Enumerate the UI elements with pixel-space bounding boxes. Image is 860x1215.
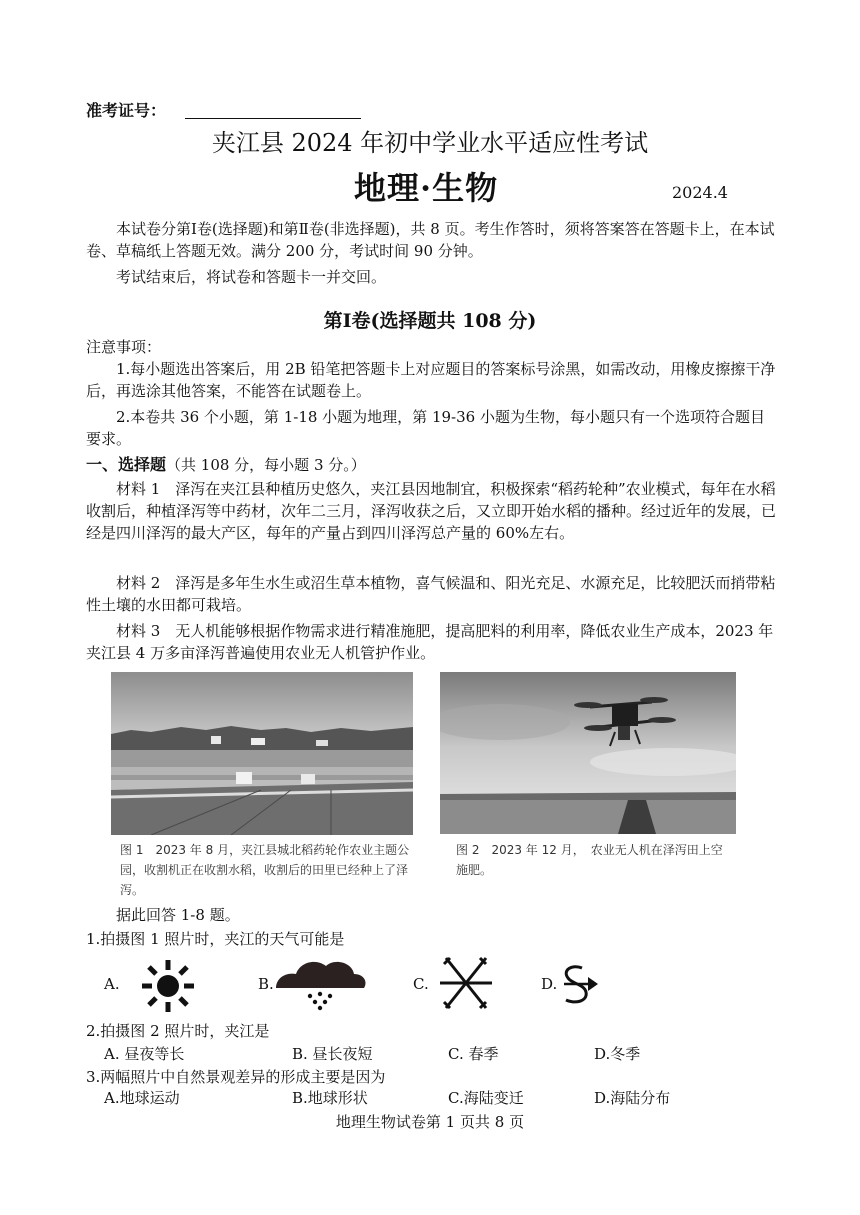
section-title: 第Ⅰ卷(选择题共 108 分) xyxy=(323,310,537,332)
wind-direction-icon xyxy=(558,962,602,1006)
intro-paragraph: 本试卷分第Ⅰ卷(选择题)和第Ⅱ卷(非选择题)，共 8 页。考生作答时，须将答案答在答题卡上，在本试卷、草稿纸上答题无效。满分 200 分，考试时间 90 分钟。 xyxy=(86,220,775,260)
material-2: 材料 2 泽泻是多年生水生或沼生草本植物，喜气候温和、阳光充足、水源充足，比较肥沃而捎带粘性土壤的水田都可栽培。 xyxy=(86,574,776,614)
figure-1-photo xyxy=(111,672,413,835)
material-1: 材料 1 泽泻在夹江县种植历史悠久，夹江县因地制宜，积极探索“稻药轮种”农业模式，每年在水稻收割后，种植泽泻等中药材，次年二三月，泽泻收获之后，又立即开始水稻的播种。经过近年的发展，已经是四川泽泻的最大产区，每年的产量占到四川泽泻总产量的 60%左右。 xyxy=(86,480,777,542)
question-3-option-a[interactable]: A.地球运动 xyxy=(104,1089,180,1107)
figure-2-caption: 图 2 2023 年 12 月， 农业无人机在泽泻田上空施肥。 xyxy=(456,843,723,877)
exam-title: 夹江县 2024 年初中学业水平适应性考试 xyxy=(211,129,649,157)
question-2-option-a[interactable]: A. 昼夜等长 xyxy=(104,1045,185,1063)
question-lead: 据此回答 1-8 题。 xyxy=(116,906,240,924)
figure-2-photo xyxy=(440,672,736,834)
subject-title: 地理·生物 xyxy=(354,169,499,207)
question-3-stem: 3.两幅照片中自然景观差异的形成主要是因为 xyxy=(86,1068,386,1086)
exam-id-label: 准考证号： xyxy=(86,101,167,120)
question-1-option-a[interactable]: A. xyxy=(104,975,120,993)
note-2: 2.本卷共 36 个小题，第 1-18 小题为地理，第 19-36 小题为生物，每小题只有一个选项符合题目要求。 xyxy=(86,408,765,448)
note-1: 1.每小题选出答案后，用 2B 铅笔把答题卡上对应题目的答案标号涂黑，如需改动，用橡皮擦擦干净后，再选涂其他答案，不能答在试题卷上。 xyxy=(86,360,776,400)
figure-2-drone-image xyxy=(440,672,736,834)
exam-id-underline xyxy=(185,118,361,119)
question-1-stem: 1.拍摄图 1 照片时，夹江的天气可能是 xyxy=(86,930,345,948)
part-title: 一、选择题 xyxy=(86,455,167,474)
snow-cloud-icon xyxy=(272,952,368,1012)
page-footer: 地理生物试卷第 1 页共 8 页 xyxy=(335,1113,525,1131)
material-3: 材料 3 无人机能够根据作物需求进行精准施肥，提高肥料的利用率，降低农业生产成本，2023 年夹江县 4 万多亩泽泻普遍使用农业无人机管护作业。 xyxy=(86,622,774,662)
figure-1-caption: 图 1 2023 年 8 月，夹江县城北稻药轮作农业主题公园，收割机正在收割水稻，收割后的田里已经种上了泽泻。 xyxy=(120,843,410,897)
question-3-option-c[interactable]: C.海陆变迁 xyxy=(448,1089,524,1107)
question-1-option-c[interactable]: C. xyxy=(413,975,429,993)
question-2-option-d[interactable]: D.冬季 xyxy=(594,1045,641,1063)
question-2-stem: 2.拍摄图 2 照片时，夹江是 xyxy=(86,1022,270,1040)
exam-date: 2024.4 xyxy=(672,183,728,202)
question-2-option-c[interactable]: C. 春季 xyxy=(448,1045,499,1063)
question-1-option-b[interactable]: B. xyxy=(258,975,274,993)
part-desc: （共 108 分，每小题 3 分。） xyxy=(166,456,366,474)
sunny-icon xyxy=(140,958,196,1014)
part-heading xyxy=(86,454,366,476)
snowflake-icon xyxy=(438,954,494,1012)
question-1-option-d[interactable]: D. xyxy=(541,975,558,993)
question-3-option-d[interactable]: D.海陆分布 xyxy=(594,1089,671,1107)
figure-1-farmland-image xyxy=(111,672,413,835)
intro-return-note: 考试结束后，将试卷和答题卡一并交回。 xyxy=(116,268,387,286)
question-2-option-b[interactable]: B. 昼长夜短 xyxy=(292,1045,373,1063)
notes-label: 注意事项： xyxy=(86,338,162,356)
question-3-option-b[interactable]: B.地球形状 xyxy=(292,1089,368,1107)
